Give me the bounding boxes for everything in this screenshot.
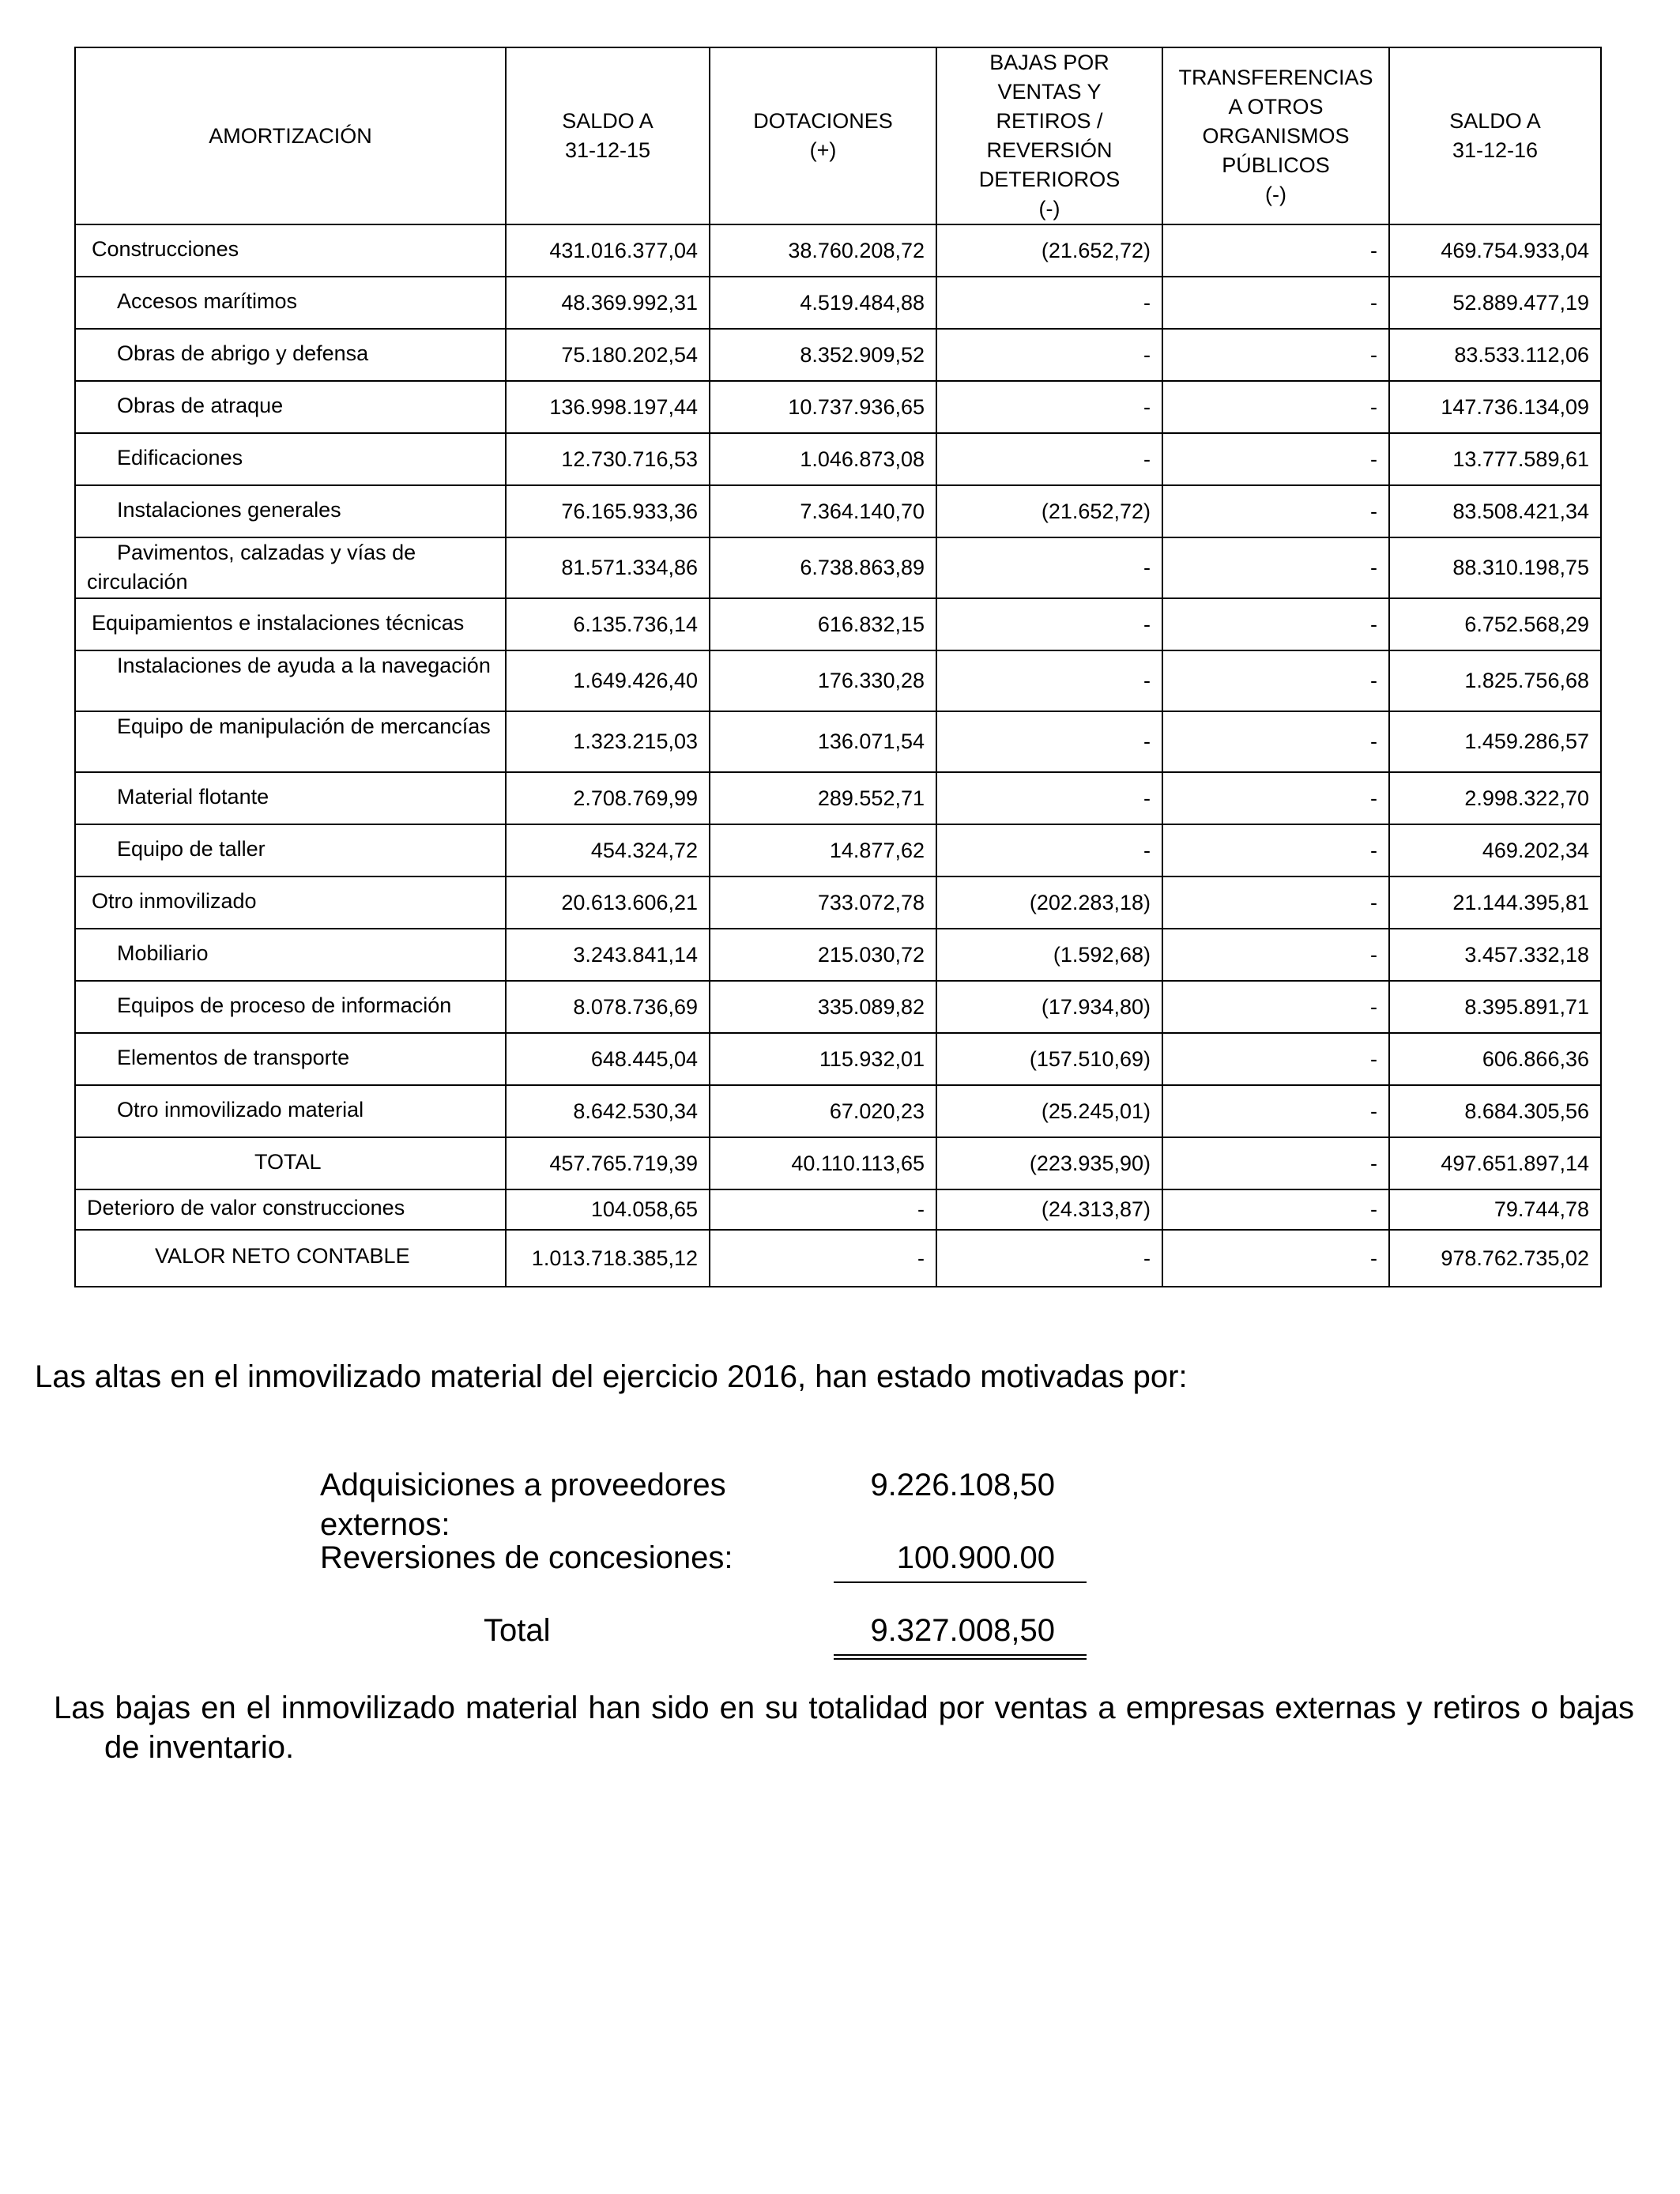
cell-saldo-2016: 8.684.305,56 — [1389, 1085, 1601, 1137]
cell-saldo-2016: 2.998.322,70 — [1389, 772, 1601, 824]
cell-saldo-2015: 1.013.718.385,12 — [506, 1230, 710, 1287]
cell-transferencias: - — [1162, 277, 1389, 329]
cell-saldo-2016: 978.762.735,02 — [1389, 1230, 1601, 1287]
table-row — [75, 598, 1601, 650]
cell-transferencias: - — [1162, 381, 1389, 433]
cell-bajas: - — [936, 329, 1162, 381]
cell-dotaciones: 289.552,71 — [710, 772, 936, 824]
row-label: Otro inmovilizado — [75, 876, 506, 929]
cell-transferencias: - — [1162, 650, 1389, 711]
cell-saldo-2015: 3.243.841,14 — [506, 929, 710, 981]
table-row — [75, 1033, 1601, 1085]
row-label: Equipamientos e instalaciones técnicas — [75, 598, 506, 650]
row-label: Pavimentos, calzadas y vías de circulación — [75, 537, 506, 598]
cell-bajas: - — [936, 1230, 1162, 1287]
cell-saldo-2015: 104.058,65 — [506, 1189, 710, 1230]
table-row — [75, 1085, 1601, 1137]
cell-saldo-2015: 2.708.769,99 — [506, 772, 710, 824]
cell-saldo-2015: 6.135.736,14 — [506, 598, 710, 650]
header-amortizacion: AMORTIZACIÓN — [75, 47, 506, 224]
altas-value-adquisiciones: 9.226.108,50 — [870, 1468, 1055, 1502]
cell-saldo-2015: 1.323.215,03 — [506, 711, 710, 772]
table-row-total — [75, 1137, 1601, 1189]
cell-transferencias: - — [1162, 876, 1389, 929]
cell-dotaciones: 616.832,15 — [710, 598, 936, 650]
cell-saldo-2015: 1.649.426,40 — [506, 650, 710, 711]
row-label: VALOR NETO CONTABLE — [75, 1230, 506, 1287]
row-label: TOTAL — [75, 1137, 506, 1189]
header-transferencias: TRANSFERENCIAS A OTROS ORGANISMOS PÚBLICOS (-) — [1162, 47, 1389, 224]
cell-saldo-2015: 20.613.606,21 — [506, 876, 710, 929]
table-row — [75, 537, 1601, 598]
cell-saldo-2016: 83.533.112,06 — [1389, 329, 1601, 381]
cell-saldo-2016: 88.310.198,75 — [1389, 537, 1601, 598]
cell-transferencias: - — [1162, 485, 1389, 537]
sum-underline — [834, 1581, 1087, 1583]
cell-saldo-2015: 12.730.716,53 — [506, 433, 710, 485]
cell-dotaciones: 4.519.484,88 — [710, 277, 936, 329]
row-label: Instalaciones de ayuda a la navegación — [75, 650, 506, 711]
table-row — [75, 711, 1601, 772]
cell-saldo-2016: 21.144.395,81 — [1389, 876, 1601, 929]
cell-saldo-2015: 8.078.736,69 — [506, 981, 710, 1033]
cell-bajas: - — [936, 537, 1162, 598]
cell-transferencias: - — [1162, 824, 1389, 876]
row-label: Mobiliario — [75, 929, 506, 981]
cell-saldo-2016: 6.752.568,29 — [1389, 598, 1601, 650]
row-label: Elementos de transporte — [75, 1033, 506, 1085]
cell-transferencias: - — [1162, 1033, 1389, 1085]
cell-transferencias: - — [1162, 537, 1389, 598]
cell-saldo-2016: 83.508.421,34 — [1389, 485, 1601, 537]
cell-dotaciones: 176.330,28 — [710, 650, 936, 711]
cell-transferencias: - — [1162, 711, 1389, 772]
header-bajas: BAJAS POR VENTAS Y RETIROS / REVERSIÓN DETERIOROS (-) — [936, 47, 1162, 224]
table-row — [75, 329, 1601, 381]
cell-saldo-2015: 136.998.197,44 — [506, 381, 710, 433]
cell-saldo-2015: 457.765.719,39 — [506, 1137, 710, 1189]
cell-saldo-2016: 1.825.756,68 — [1389, 650, 1601, 711]
cell-bajas: (223.935,90) — [936, 1137, 1162, 1189]
cell-saldo-2016: 8.395.891,71 — [1389, 981, 1601, 1033]
cell-bajas: (202.283,18) — [936, 876, 1162, 929]
cell-bajas: - — [936, 433, 1162, 485]
cell-dotaciones: 733.072,78 — [710, 876, 936, 929]
cell-bajas: (21.652,72) — [936, 224, 1162, 277]
row-label: Material flotante — [75, 772, 506, 824]
row-label: Construcciones — [75, 224, 506, 277]
cell-bajas: (157.510,69) — [936, 1033, 1162, 1085]
header-saldo-31-12-15: SALDO A 31-12-15 — [506, 47, 710, 224]
cell-saldo-2015: 648.445,04 — [506, 1033, 710, 1085]
altas-total-label: Total — [484, 1613, 551, 1648]
bajas-note-text: Las bajas en el inmovilizado material han sido en su totalidad por ventas a empresas externas y retiros o bajas de inventario. — [54, 1691, 1634, 1765]
cell-saldo-2015: 454.324,72 — [506, 824, 710, 876]
row-label: Equipo de taller — [75, 824, 506, 876]
cell-dotaciones: 38.760.208,72 — [710, 224, 936, 277]
cell-transferencias: - — [1162, 772, 1389, 824]
table-row — [75, 929, 1601, 981]
cell-saldo-2015: 48.369.992,31 — [506, 277, 710, 329]
cell-saldo-2016: 469.754.933,04 — [1389, 224, 1601, 277]
altas-label-reversiones: Reversiones de concesiones: — [320, 1540, 733, 1575]
row-label: Equipo de manipulación de mercancías — [75, 711, 506, 772]
cell-transferencias: - — [1162, 1189, 1389, 1230]
table-row-valor-neto — [75, 1230, 1601, 1287]
cell-dotaciones: 40.110.113,65 — [710, 1137, 936, 1189]
cell-bajas: (25.245,01) — [936, 1085, 1162, 1137]
cell-saldo-2016: 52.889.477,19 — [1389, 277, 1601, 329]
row-label: Obras de abrigo y defensa — [75, 329, 506, 381]
cell-transferencias: - — [1162, 981, 1389, 1033]
cell-dotaciones: - — [710, 1230, 936, 1287]
table-row — [75, 381, 1601, 433]
altas-intro-text: Las altas en el inmovilizado material del ejercicio 2016, han estado motivadas por: — [35, 1359, 1188, 1394]
cell-bajas: (21.652,72) — [936, 485, 1162, 537]
cell-saldo-2015: 81.571.334,86 — [506, 537, 710, 598]
cell-saldo-2016: 497.651.897,14 — [1389, 1137, 1601, 1189]
table-row — [75, 485, 1601, 537]
row-label: Obras de atraque — [75, 381, 506, 433]
cell-dotaciones: 10.737.936,65 — [710, 381, 936, 433]
cell-transferencias: - — [1162, 329, 1389, 381]
cell-bajas: (24.313,87) — [936, 1189, 1162, 1230]
cell-bajas: - — [936, 381, 1162, 433]
row-label: Instalaciones generales — [75, 485, 506, 537]
cell-dotaciones: 115.932,01 — [710, 1033, 936, 1085]
altas-value-reversiones: 100.900.00 — [896, 1540, 1055, 1575]
cell-transferencias: - — [1162, 1085, 1389, 1137]
cell-dotaciones: 335.089,82 — [710, 981, 936, 1033]
cell-bajas: - — [936, 277, 1162, 329]
cell-saldo-2016: 1.459.286,57 — [1389, 711, 1601, 772]
cell-transferencias: - — [1162, 598, 1389, 650]
cell-dotaciones: - — [710, 1189, 936, 1230]
row-label: Equipos de proceso de información — [75, 981, 506, 1033]
cell-dotaciones: 14.877,62 — [710, 824, 936, 876]
table-row — [75, 876, 1601, 929]
cell-saldo-2016: 469.202,34 — [1389, 824, 1601, 876]
row-label: Accesos marítimos — [75, 277, 506, 329]
header-dotaciones: DOTACIONES (+) — [710, 47, 936, 224]
cell-dotaciones: 7.364.140,70 — [710, 485, 936, 537]
cell-saldo-2016: 147.736.134,09 — [1389, 381, 1601, 433]
cell-bajas: - — [936, 650, 1162, 711]
cell-dotaciones: 215.030,72 — [710, 929, 936, 981]
row-label: Deterioro de valor construcciones — [75, 1189, 506, 1230]
table-row — [75, 981, 1601, 1033]
cell-dotaciones: 1.046.873,08 — [710, 433, 936, 485]
cell-bajas: - — [936, 598, 1162, 650]
amortization-table — [74, 47, 1602, 1287]
altas-label-adquisiciones: Adquisiciones a proveedores externos: — [320, 1468, 726, 1542]
cell-dotaciones: 6.738.863,89 — [710, 537, 936, 598]
altas-total-value: 9.327.008,50 — [870, 1613, 1055, 1648]
cell-transferencias: - — [1162, 1230, 1389, 1287]
cell-saldo-2015: 76.165.933,36 — [506, 485, 710, 537]
table-row — [75, 1189, 1601, 1230]
cell-saldo-2015: 75.180.202,54 — [506, 329, 710, 381]
cell-dotaciones: 8.352.909,52 — [710, 329, 936, 381]
cell-saldo-2016: 3.457.332,18 — [1389, 929, 1601, 981]
row-label: Otro inmovilizado material — [75, 1085, 506, 1137]
table-row — [75, 433, 1601, 485]
cell-bajas: - — [936, 711, 1162, 772]
cell-saldo-2016: 606.866,36 — [1389, 1033, 1601, 1085]
cell-saldo-2016: 79.744,78 — [1389, 1189, 1601, 1230]
cell-bajas: (17.934,80) — [936, 981, 1162, 1033]
cell-transferencias: - — [1162, 433, 1389, 485]
row-label: Edificaciones — [75, 433, 506, 485]
table-row — [75, 277, 1601, 329]
cell-transferencias: - — [1162, 929, 1389, 981]
cell-saldo-2015: 8.642.530,34 — [506, 1085, 710, 1137]
table-row — [75, 224, 1601, 277]
table-header-row — [75, 47, 1601, 224]
cell-saldo-2015: 431.016.377,04 — [506, 224, 710, 277]
table-row — [75, 772, 1601, 824]
cell-bajas: - — [936, 772, 1162, 824]
cell-dotaciones: 136.071,54 — [710, 711, 936, 772]
cell-transferencias: - — [1162, 224, 1389, 277]
cell-saldo-2016: 13.777.589,61 — [1389, 433, 1601, 485]
header-saldo-31-12-16: SALDO A 31-12-16 — [1389, 47, 1601, 224]
table-row — [75, 650, 1601, 711]
total-double-underline — [834, 1654, 1087, 1660]
table-row — [75, 824, 1601, 876]
cell-bajas: (1.592,68) — [936, 929, 1162, 981]
cell-dotaciones: 67.020,23 — [710, 1085, 936, 1137]
cell-transferencias: - — [1162, 1137, 1389, 1189]
cell-bajas: - — [936, 824, 1162, 876]
